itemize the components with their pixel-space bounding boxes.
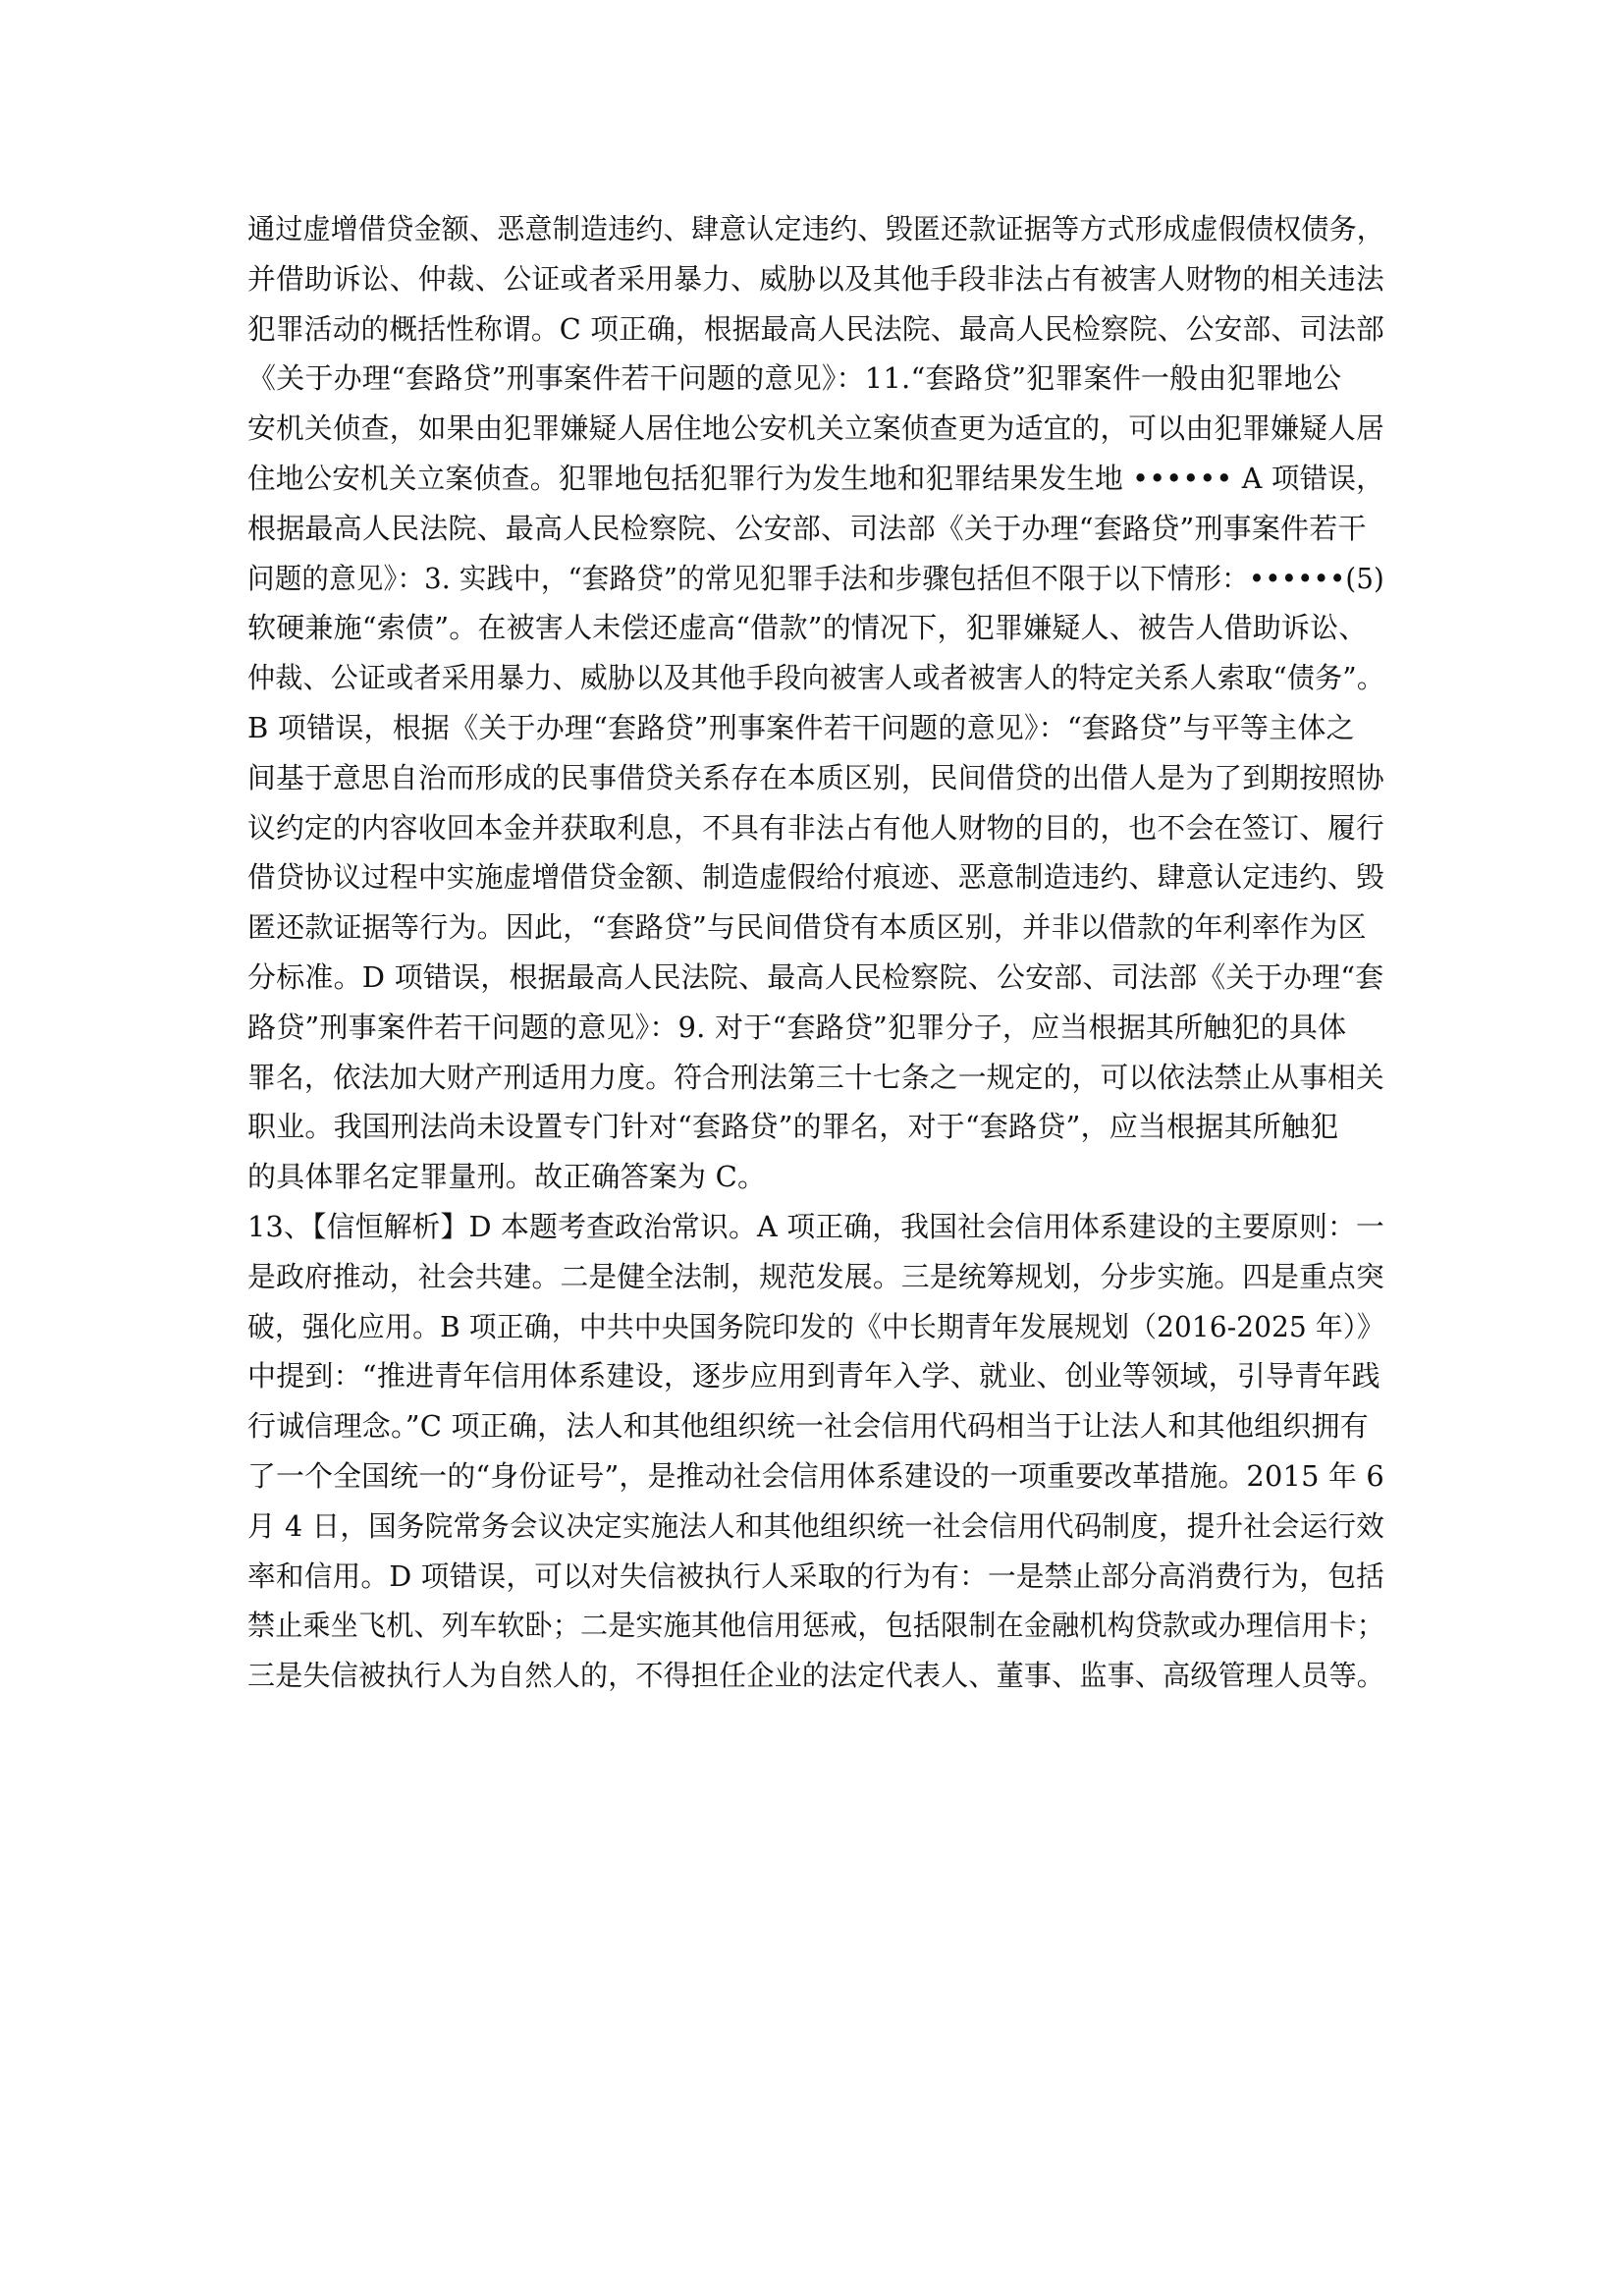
text-line: 议约定的内容收回本金并获取利息，不具有非法占有他人财物的目的，也不会在签订、履行: [247, 810, 1384, 845]
text-line: B 项错误，根据《关于办理“套路贷”刑事案件若干问题的意见》：“套路贷”与平等主体之: [247, 710, 1355, 744]
explanation-paragraph-12: [247, 204, 1384, 1202]
text-line: 13、【信恒解析】D 本题考查政治常识。A 项正确，我国社会信用体系建设的主要原则：一: [247, 1209, 1385, 1243]
text-line: 并借助诉讼、仲裁、公证或者采用暴力、威胁以及其他手段非法占有被害人财物的相关违法: [247, 261, 1384, 296]
text-line: 禁止乘坐飞机、列车软卧；二是实施其他信用惩戒，包括限制在金融机构贷款或办理信用卡；: [247, 1609, 1385, 1643]
text-line: 率和信用。D 项错误，可以对失信被执行人采取的行为有：一是禁止部分高消费行为，包括: [247, 1558, 1384, 1593]
text-line: 路贷”刑事案件若干问题的意见》：9. 对于“套路贷”犯罪分子，应当根据其所触犯的具体: [247, 1010, 1347, 1044]
text-line: 《关于办理“套路贷”刑事案件若干问题的意见》：11.“套路贷”犯罪案件一般由犯罪地公: [247, 361, 1342, 396]
text-line: 犯罪活动的概括性称谓。C 项正确，根据最高人民法院、最高人民检察院、公安部、司法部: [247, 311, 1384, 346]
document-page: [247, 204, 1384, 1701]
text-line: 根据最高人民法院、最高人民检察院、公安部、司法部《关于办理“套路贷”刑事案件若干: [247, 511, 1367, 545]
explanation-paragraph-13: [247, 1202, 1384, 1701]
text-line: 仲裁、公证或者采用暴力、威胁以及其他手段向被害人或者被害人的特定关系人索取“债务”。: [247, 661, 1385, 695]
text-line: 借贷协议过程中实施虚增借贷金额、制造虚假给付痕迹、恶意制造违约、肆意认定违约、毁: [247, 860, 1384, 895]
text-line: 软硬兼施“索债”。在被害人未偿还虚高“借款”的情况下，犯罪嫌疑人、被告人借助诉讼、: [247, 611, 1368, 645]
text-line: 住地公安机关立案侦查。犯罪地包括犯罪行为发生地和犯罪结果发生地 •••••• A 项错误，: [247, 461, 1384, 495]
text-line: 破，强化应用。B 项正确，中共中央国务院印发的《中长期青年发展规划（2016-2025 年）》: [247, 1309, 1385, 1343]
text-line: 中提到：“推进青年信用体系建设，逐步应用到青年入学、就业、创业等领域，引导青年践: [247, 1359, 1380, 1394]
text-line: 了一个全国统一的“身份证号”，是推动社会信用体系建设的一项重要改革措施。2015 年 6: [247, 1458, 1384, 1493]
text-line: 通过虚增借贷金额、恶意制造违约、肆意认定违约、毁匿还款证据等方式形成虚假债权债务，: [247, 212, 1385, 246]
text-line: 匿还款证据等行为。因此，“套路贷”与民间借贷有本质区别，并非以借款的年利率作为区: [247, 910, 1367, 945]
text-line: 罪名，依法加大财产刑适用力度。符合刑法第三十七条之一规定的，可以依法禁止从事相关: [247, 1060, 1384, 1094]
text-line: 问题的意见》：3. 实践中，“套路贷”的常见犯罪手法和步骤包括但不限于以下情形：••••••(5): [247, 561, 1384, 595]
text-line: 行诚信理念。”C 项正确，法人和其他组织统一社会信用代码相当于让法人和其他组织拥有: [247, 1409, 1369, 1444]
text-line: 职业。我国刑法尚未设置专门针对“套路贷”的罪名，对于“套路贷”，应当根据其所触犯: [247, 1110, 1339, 1144]
text-line: 间基于意思自治而形成的民事借贷关系存在本质区别，民间借贷的出借人是为了到期按照协: [247, 760, 1384, 794]
text-line: 三是失信被执行人为自然人的，不得担任企业的法定代表人、董事、监事、高级管理人员等。: [247, 1659, 1385, 1693]
text-line: 安机关侦查，如果由犯罪嫌疑人居住地公安机关立案侦查更为适宜的，可以由犯罪嫌疑人居: [247, 411, 1384, 446]
text-line: 月 4 日，国务院常务会议决定实施法人和其他组织统一社会信用代码制度，提升社会运行效: [247, 1508, 1384, 1543]
text-line: 是政府推动，社会共建。二是健全法制，规范发展。三是统筹规划，分步实施。四是重点突: [247, 1259, 1384, 1293]
text-line: 的具体罪名定罪量刑。故正确答案为 C。: [247, 1160, 767, 1194]
text-line: 分标准。D 项错误，根据最高人民法院、最高人民检察院、公安部、司法部《关于办理“套: [247, 959, 1384, 994]
